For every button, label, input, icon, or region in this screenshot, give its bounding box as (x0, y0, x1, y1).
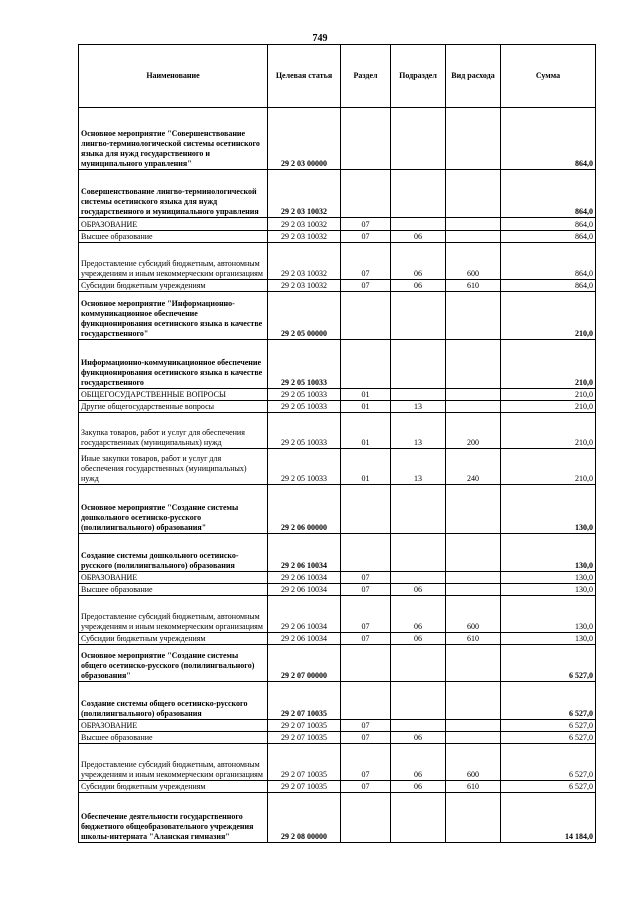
budget-table (78, 44, 596, 843)
cell-amount: 130,0 (501, 596, 596, 633)
cell-expense-type: 600 (446, 596, 501, 633)
table-row (79, 534, 596, 572)
cell-target: 29 2 06 10034 (268, 572, 341, 584)
cell-subsection: 06 (391, 231, 446, 243)
cell-section (341, 340, 391, 389)
cell-expense-type (446, 534, 501, 572)
cell-subsection (391, 292, 446, 340)
cell-target: 29 2 03 10032 (268, 170, 341, 218)
cell-name: Высшее образование (79, 732, 268, 744)
cell-name: ОБЩЕГОСУДАРСТВЕННЫЕ ВОПРОСЫ (79, 389, 268, 401)
cell-expense-type (446, 572, 501, 584)
cell-name: Предоставление субсидий бюджетным, автономным учреждениям и иным некоммерческим организациям (79, 744, 268, 781)
cell-amount: 130,0 (501, 485, 596, 534)
cell-name: Совершенствование лингво-терминологической системы осетинского языка для нужд государственного и муниципального управления (79, 170, 268, 218)
cell-name: Субсидии бюджетным учреждениям (79, 781, 268, 793)
page-number: 749 (312, 33, 328, 44)
cell-amount: 6 527,0 (501, 732, 596, 744)
cell-target: 29 2 05 10033 (268, 449, 341, 485)
cell-amount: 130,0 (501, 572, 596, 584)
cell-name: Основное мероприятие "Информационно-коммуникационное обеспечение функционирования осетинского языка в качестве государственного" (79, 292, 268, 340)
cell-target: 29 2 03 10032 (268, 231, 341, 243)
table-row (79, 170, 596, 218)
cell-target: 29 2 05 10033 (268, 389, 341, 401)
cell-name: ОБРАЗОВАНИЕ (79, 218, 268, 231)
cell-subsection (391, 108, 446, 170)
cell-amount: 130,0 (501, 534, 596, 572)
cell-name: Основное мероприятие "Совершенствование лингво-терминологической системы осетинского языка для нужд государственного и муниципального управления" (79, 108, 268, 170)
table-row (79, 108, 596, 170)
cell-target: 29 2 07 00000 (268, 645, 341, 682)
cell-section: 07 (341, 720, 391, 732)
cell-expense-type: 200 (446, 413, 501, 449)
cell-target: 29 2 07 10035 (268, 732, 341, 744)
table-row (79, 292, 596, 340)
cell-expense-type (446, 793, 501, 843)
cell-expense-type (446, 340, 501, 389)
header-target: Целевая статья (268, 45, 341, 108)
cell-name: Субсидии бюджетным учреждениям (79, 633, 268, 645)
cell-name: Предоставление субсидий бюджетным, автономным учреждениям и иным некоммерческим организациям (79, 243, 268, 280)
cell-section: 07 (341, 596, 391, 633)
cell-target: 29 2 06 00000 (268, 485, 341, 534)
cell-amount: 210,0 (501, 389, 596, 401)
cell-target: 29 2 05 10033 (268, 340, 341, 389)
cell-section: 07 (341, 633, 391, 645)
table-row (79, 596, 596, 633)
cell-amount: 6 527,0 (501, 682, 596, 720)
cell-subsection (391, 534, 446, 572)
cell-section: 07 (341, 781, 391, 793)
table-row (79, 732, 596, 744)
cell-name: Создание системы общего осетинско-русского (полилингвального) образования (79, 682, 268, 720)
cell-name: Предоставление субсидий бюджетным, автономным учреждениям и иным некоммерческим организациям (79, 596, 268, 633)
cell-target: 29 2 06 10034 (268, 534, 341, 572)
cell-target: 29 2 05 10033 (268, 401, 341, 413)
cell-target: 29 2 07 10035 (268, 744, 341, 781)
table-row (79, 389, 596, 401)
cell-name: Информационно-коммуникационное обеспечение функционирования осетинского языка в качестве государственного (79, 340, 268, 389)
cell-amount: 6 527,0 (501, 781, 596, 793)
cell-name: Основное мероприятие "Создание системы общего осетинско-русского (полилингвального) образования" (79, 645, 268, 682)
cell-subsection: 06 (391, 633, 446, 645)
cell-amount: 14 184,0 (501, 793, 596, 843)
cell-name: Основное мероприятие "Создание системы дошкольного осетинско-русского (полилингвального) образования" (79, 485, 268, 534)
cell-target: 29 2 07 10035 (268, 781, 341, 793)
cell-section (341, 645, 391, 682)
cell-expense-type: 610 (446, 781, 501, 793)
cell-amount: 864,0 (501, 243, 596, 280)
cell-amount: 864,0 (501, 280, 596, 292)
header-name: Наименование (79, 45, 268, 108)
cell-subsection (391, 218, 446, 231)
cell-amount: 864,0 (501, 231, 596, 243)
cell-name: Иные закупки товаров, работ и услуг для обеспечения государственных (муниципальных) нужд (79, 449, 268, 485)
cell-subsection: 13 (391, 401, 446, 413)
cell-subsection: 13 (391, 413, 446, 449)
cell-section: 07 (341, 243, 391, 280)
cell-section (341, 793, 391, 843)
table-row (79, 744, 596, 781)
cell-section: 01 (341, 413, 391, 449)
cell-section (341, 170, 391, 218)
cell-amount: 210,0 (501, 292, 596, 340)
cell-target: 29 2 03 00000 (268, 108, 341, 170)
table-header-row (79, 45, 596, 108)
cell-expense-type: 600 (446, 243, 501, 280)
cell-subsection: 06 (391, 280, 446, 292)
cell-amount: 210,0 (501, 401, 596, 413)
cell-amount: 210,0 (501, 340, 596, 389)
table-row (79, 633, 596, 645)
cell-subsection: 13 (391, 449, 446, 485)
cell-subsection: 06 (391, 596, 446, 633)
cell-name: Создание системы дошкольного осетинско-русского (полилингвального) образования (79, 534, 268, 572)
cell-target: 29 2 06 10034 (268, 633, 341, 645)
cell-subsection (391, 389, 446, 401)
table-row (79, 401, 596, 413)
cell-subsection (391, 645, 446, 682)
cell-expense-type (446, 231, 501, 243)
cell-expense-type (446, 720, 501, 732)
cell-name: Другие общегосударственные вопросы (79, 401, 268, 413)
cell-target: 29 2 07 10035 (268, 682, 341, 720)
cell-amount: 6 527,0 (501, 744, 596, 781)
cell-target: 29 2 06 10034 (268, 596, 341, 633)
cell-section (341, 485, 391, 534)
table-row (79, 218, 596, 231)
cell-subsection (391, 485, 446, 534)
cell-section: 07 (341, 218, 391, 231)
cell-expense-type (446, 218, 501, 231)
cell-amount: 864,0 (501, 170, 596, 218)
cell-target: 29 2 08 00000 (268, 793, 341, 843)
cell-name: Высшее образование (79, 231, 268, 243)
header-amount: Сумма (501, 45, 596, 108)
cell-subsection (391, 720, 446, 732)
table-row (79, 793, 596, 843)
cell-section (341, 682, 391, 720)
cell-section: 07 (341, 584, 391, 596)
cell-name: ОБРАЗОВАНИЕ (79, 720, 268, 732)
table-row (79, 584, 596, 596)
cell-amount: 864,0 (501, 218, 596, 231)
cell-expense-type: 610 (446, 280, 501, 292)
cell-expense-type (446, 682, 501, 720)
cell-section (341, 292, 391, 340)
table-row (79, 645, 596, 682)
cell-expense-type (446, 485, 501, 534)
table-row (79, 720, 596, 732)
cell-subsection: 06 (391, 584, 446, 596)
cell-amount: 864,0 (501, 108, 596, 170)
table-row (79, 231, 596, 243)
cell-amount: 210,0 (501, 449, 596, 485)
cell-expense-type (446, 584, 501, 596)
cell-subsection: 06 (391, 243, 446, 280)
cell-name: ОБРАЗОВАНИЕ (79, 572, 268, 584)
cell-target: 29 2 06 10034 (268, 584, 341, 596)
table-row (79, 781, 596, 793)
table-body (79, 108, 596, 843)
cell-section (341, 534, 391, 572)
cell-section: 07 (341, 572, 391, 584)
cell-expense-type: 600 (446, 744, 501, 781)
cell-name: Закупка товаров, работ и услуг для обеспечения государственных (муниципальных) нужд (79, 413, 268, 449)
cell-name: Обеспечение деятельности государственного бюджетного общеобразовательного учреждения школы-интерната "Аланская гимназия" (79, 793, 268, 843)
cell-expense-type (446, 645, 501, 682)
table-row (79, 449, 596, 485)
cell-amount: 130,0 (501, 633, 596, 645)
cell-expense-type (446, 389, 501, 401)
header-subsection: Подраздел (391, 45, 446, 108)
table-row (79, 413, 596, 449)
cell-section: 01 (341, 449, 391, 485)
cell-section: 07 (341, 280, 391, 292)
cell-subsection (391, 793, 446, 843)
cell-target: 29 2 03 10032 (268, 218, 341, 231)
cell-section (341, 108, 391, 170)
cell-amount: 6 527,0 (501, 720, 596, 732)
cell-section: 01 (341, 389, 391, 401)
cell-expense-type (446, 170, 501, 218)
table-row (79, 485, 596, 534)
cell-section: 07 (341, 231, 391, 243)
cell-target: 29 2 05 00000 (268, 292, 341, 340)
cell-amount: 210,0 (501, 413, 596, 449)
table-row (79, 682, 596, 720)
cell-target: 29 2 03 10032 (268, 243, 341, 280)
cell-amount: 130,0 (501, 584, 596, 596)
cell-expense-type (446, 108, 501, 170)
cell-subsection (391, 340, 446, 389)
table-row (79, 243, 596, 280)
cell-subsection: 06 (391, 732, 446, 744)
cell-expense-type (446, 292, 501, 340)
cell-target: 29 2 07 10035 (268, 720, 341, 732)
cell-expense-type: 240 (446, 449, 501, 485)
cell-section: 07 (341, 732, 391, 744)
cell-target: 29 2 03 10032 (268, 280, 341, 292)
cell-subsection (391, 682, 446, 720)
cell-expense-type (446, 732, 501, 744)
cell-expense-type: 610 (446, 633, 501, 645)
header-expense-type: Вид расхода (446, 45, 501, 108)
cell-amount: 6 527,0 (501, 645, 596, 682)
cell-section: 01 (341, 401, 391, 413)
cell-target: 29 2 05 10033 (268, 413, 341, 449)
cell-subsection (391, 572, 446, 584)
cell-name: Субсидии бюджетным учреждениям (79, 280, 268, 292)
cell-expense-type (446, 401, 501, 413)
cell-name: Высшее образование (79, 584, 268, 596)
header-section: Раздел (341, 45, 391, 108)
cell-subsection: 06 (391, 781, 446, 793)
table-row (79, 340, 596, 389)
table-row (79, 280, 596, 292)
cell-subsection (391, 170, 446, 218)
table-row (79, 572, 596, 584)
cell-subsection: 06 (391, 744, 446, 781)
cell-section: 07 (341, 744, 391, 781)
